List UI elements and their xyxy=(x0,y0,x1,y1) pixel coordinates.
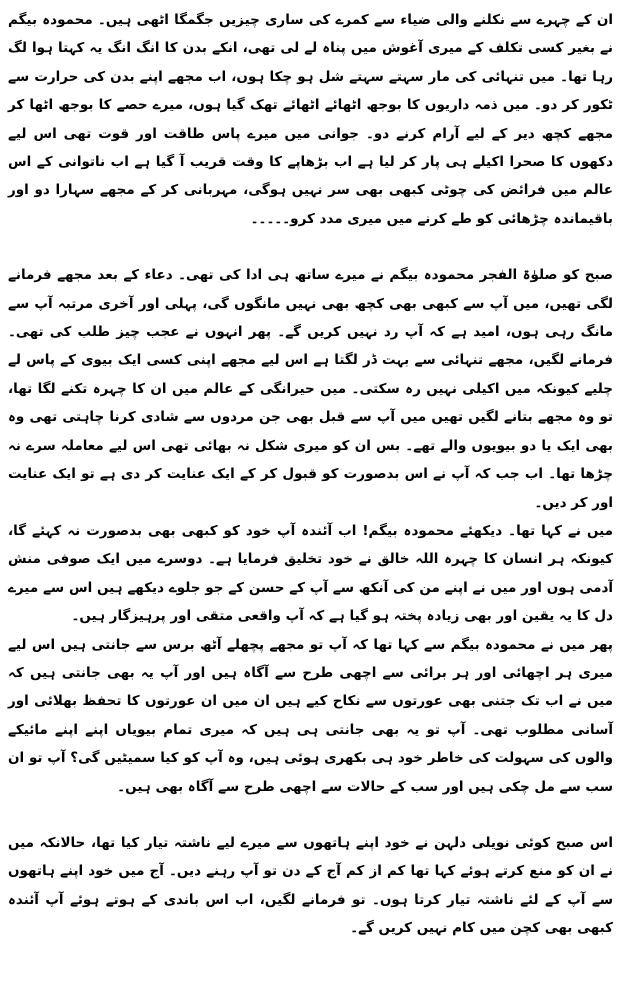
document-body xyxy=(8,6,613,943)
paragraph-3: میں نے کہا تھا۔ دیکھئے محمودہ بیگم! اب آئندہ آپ خود کو کبھی بھی بدصورت نہ کہئے گا، کیونکہ ہر انسان کا چہرہ اللہ خالق نے خود تخلیق فرمایا ہے۔ دوسرے میں ایک صوفی منش آدمی ہوں اور میں نے اپنے من کی آنکھ سے آپ کے حسن کے جو جلوے دیکھے ہیں اس سے میرے دل کا یہ یقین اور بھی زیادہ پختہ ہو گیا ہے کہ آپ واقعی متقی اور پرہیزگار ہیں۔ xyxy=(8,522,613,625)
paragraph-1: ان کے چہرے سے نکلنے والی ضیاء سے کمرے کی ساری چیزیں جگمگا اٹھی ہیں۔ محمودہ بیگم نے بغیر کسی تکلف کے میری آغوش میں پناہ لے لی تھی، انکے بدن کا انگ انگ یہ کہتا ہوا لگ رہا تھا۔ میں تنہائی کی مار سہتے سہتے شل ہو چکا ہوں، اب مجھے اپنے بدن کی حرارت سے ٹکور کر دو۔ میں ذمہ داریوں کا بوجھ اٹھائے اٹھائے تھک گیا ہوں، میرے حصے کا بوجھ اٹھا کر مجھے کچھ دیر کے لیے آرام کرنے دو۔ جوانی میں میرے پاس طاقت اور قوت تھی اس لیے دکھوں کا صحرا اکیلے ہی پار کر لیا ہے اب بڑھاپے کا وقت قریب آ گیا ہے اب ناتوانی کے اس عالم میں فرائض کی چوٹی کبھی بھی سر نہیں ہوگی، مہربانی کر کے مجھے سہارا دو اور باقیماندہ چڑھائی کو طے کرنے میں میری مدد کرو۔۔۔۔۔ xyxy=(8,12,613,227)
paragraph-2: صبح کو صلوٰۃ الفجر محمودہ بیگم نے میرے ساتھ ہی ادا کی تھی۔ دعاء کے بعد مجھے فرمانے لگی تھیں، میں آپ سے کبھی بھی کچھ بھی نہیں مانگوں گی، پہلی اور آخری مرتبہ آپ سے مانگ رہی ہوں، امید ہے کہ آپ رد نہیں کریں گے۔ پھر انہوں نے عجب چیز طلب کی تھی۔ فرمانے لگیں، مجھے تنہائی سے بہت ڈر لگتا ہے اس لیے مجھے اپنی کسی ایک بیوی کے پاس لے چلیے کیونکہ میں اکیلی نہیں رہ سکتی۔ میں حیرانگی کے عالم میں ان کا چہرہ تکنے لگا تھا، تو وہ مجھے بتانے لگیں تھیں میں آپ سے قبل بھی جن مردوں سے شادی کرنا چاہتی تھی وہ بھی ایک یا دو بیویوں والے تھے۔ بس ان کو میری شکل نہ بھائی تھی اس لیے معاملہ سرے نہ چڑھا تھا۔ اب جب کہ آپ نے اس بدصورت کو قبول کر کے ایک عنایت کر دی ہے تو ایک عنایت اور کر دیں۔ xyxy=(8,267,613,511)
paragraph-4: پھر میں نے محمودہ بیگم سے کہا تھا کہ آپ تو مجھے پچھلے آٹھ برس سے جانتی ہیں اس لیے میری ہر اچھائی اور ہر برائی سے اچھی طرح سے آگاہ ہیں اور آپ یہ بھی جانتی ہیں کہ میں نے اب تک جتنی بھی عورتوں سے نکاح کیے ہیں ان میں ان عورتوں کا تحفظ بھلائی اور آسانی مطلوب تھی۔ آپ تو یہ بھی جانتی ہی ہیں کہ میری تمام بیویاں اپنے اپنے مائیکے والوں کی سہولت کی خاطر خود ہی بکھری ہوئی ہیں، وہ آپ کو کیا سمیٹیں گی؟ آپ تو ان سب سے مل چکی ہیں اور سب کے حالات سے اچھی طرح سے آگاہ بھی ہیں۔ xyxy=(8,636,613,795)
paragraph-5: اس صبح کوئی نویلی دلہن نے خود اپنے ہاتھوں سے میرے لیے ناشتہ تیار کیا تھا، حالانکہ میں نے ان کو منع کرتے ہوئے کہا تھا کم از کم آج کے دن تو آپ رہنے دیں۔ آج میں خود اپنے ہاتھوں سے آپ کے لئے ناشتہ تیار کرتا ہوں۔ تو فرمانے لگیں، اب اس باندی کے ہوتے ہوئے آپ آئندہ کبھی بھی کچن میں کام نہیں کریں گے۔ xyxy=(8,834,613,937)
